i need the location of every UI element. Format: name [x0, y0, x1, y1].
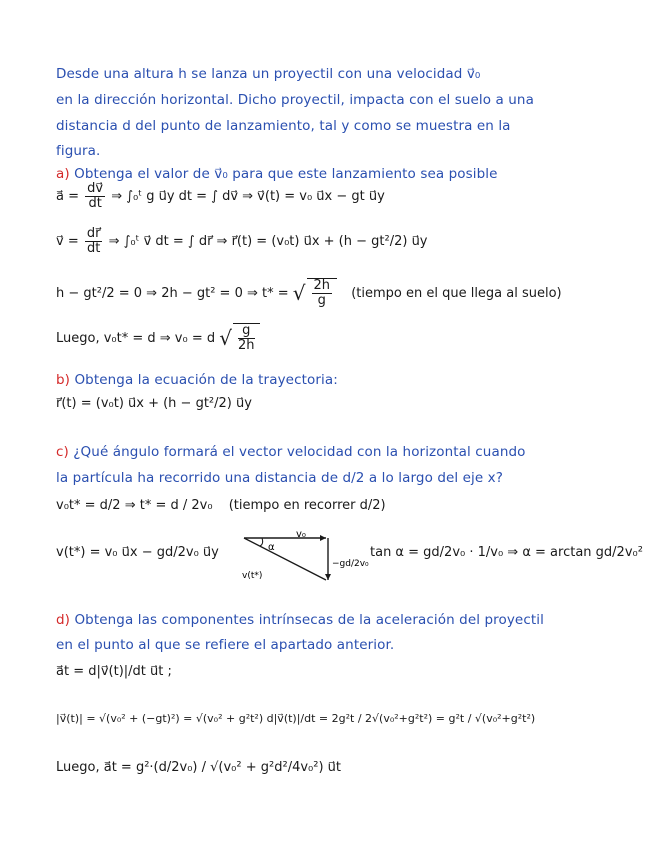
eq4-sqrt-den: 2h	[238, 338, 255, 353]
part-b-text: Obtenga la ecuación de la trayectoria:	[74, 372, 338, 388]
eq3-sqrt-num: 2h	[313, 278, 331, 293]
intro-line-2: en la dirección horizontal. Dicho proyectil, impacta con el suelo a una	[56, 92, 534, 108]
sqrt-symbol: √	[219, 326, 232, 350]
vertical-arrowhead	[325, 574, 331, 580]
eq1-fraction	[85, 182, 105, 211]
part-c-text-1: ¿Qué ángulo formará el vector velocidad con la horizontal cuando	[73, 444, 526, 460]
diagram-side-label: −gd/2v₀	[332, 559, 369, 569]
angle-arc	[260, 538, 263, 546]
part-c-eq2: v(t*) = v₀ u⃗x − gd/2v₀ u⃗y	[56, 545, 219, 560]
part-c-heading-1	[56, 444, 526, 460]
diagram-bottom-label: v(t*)	[242, 571, 263, 581]
eq3-sqrt	[307, 278, 338, 308]
eq1-frac-num: dv⃗	[87, 181, 104, 196]
part-a-text: Obtenga el valor de v⃗₀ para que este lanzamiento sea posible	[74, 166, 498, 182]
part-d-text-1: Obtenga las componentes intrínsecas de la aceleración del proyectil	[74, 612, 544, 628]
part-a-eq2	[56, 227, 428, 256]
eq3-text: h − gt²/2 = 0 ⇒ 2h − gt² = 0 ⇒ t* =	[56, 286, 289, 301]
eq2-frac-num: dr⃗	[86, 226, 101, 241]
eq2-fraction	[85, 227, 103, 256]
eq3-sqrt-frac	[312, 279, 333, 308]
part-c-eq1	[56, 498, 386, 513]
part-d-eq3: Luego, a⃗t = g²·(d/2v₀) / √(v₀² + g²d²/4v₀²) u⃗t	[56, 760, 341, 775]
part-c-text-2: la partícula ha recorrido una distancia de d/2 a lo largo del eje x?	[56, 470, 504, 486]
intro-line-3: distancia d del punto de lanzamiento, tal y como se muestra en la	[56, 118, 511, 134]
part-c-eq1-note: (tiempo en recorrer d/2)	[228, 498, 386, 513]
part-a-eq1	[56, 182, 385, 211]
eq4-sqrt-num: g	[238, 324, 255, 339]
eq2-lhs: v⃗ =	[56, 234, 79, 249]
eq2-frac-den: dt	[86, 241, 101, 256]
part-b-eq: r⃗(t) = (v₀t) u⃗x + (h − gt²/2) u⃗y	[56, 396, 252, 411]
diagram-top-label: v₀	[296, 530, 306, 540]
part-a-eq4	[56, 323, 260, 353]
part-a-heading	[56, 166, 498, 182]
eq1-lhs: a⃗ =	[56, 189, 79, 204]
part-b-label: b)	[56, 372, 71, 388]
eq4-sqrt	[233, 323, 260, 353]
horizontal-arrowhead	[320, 535, 326, 541]
sqrt-symbol: √	[292, 281, 306, 305]
part-a-eq3	[56, 278, 562, 308]
part-d-text-2: en el punto al que se refiere el apartado anterior.	[56, 637, 395, 653]
eq1-frac-den: dt	[88, 196, 102, 211]
part-d-eq2: |v⃗(t)| = √(v₀² + (−gt)²) = √(v₀² + g²t²) d|v⃗(t)|/dt = 2g²t / 2√(v₀²+g²t²) = g²t / √(v₀²+g²t²)	[56, 712, 536, 725]
intro-line-1: Desde una altura h se lanza un proyectil con una velocidad v⃗₀	[56, 66, 481, 82]
part-d-eq1: a⃗t = d|v⃗(t)|/dt u⃗t ;	[56, 664, 172, 679]
part-d-label: d)	[56, 612, 71, 628]
part-d-heading-1	[56, 612, 544, 628]
eq4-sqrt-frac	[238, 324, 255, 353]
part-c-eq3: tan α = gd/2v₀ · 1/v₀ ⇒ α = arctan gd/2v₀²	[370, 545, 643, 560]
part-a-label: a)	[56, 166, 70, 182]
eq3-note: (tiempo en el que llega al suelo)	[351, 286, 562, 301]
intro-line-4: figura.	[56, 143, 101, 159]
eq4-text: Luego, v₀t* = d ⇒ v₀ = d	[56, 331, 216, 346]
part-c-label: c)	[56, 444, 69, 460]
eq1-rest: ⇒ ∫₀ᵗ g u⃗y dt = ∫ dv⃗ ⇒ v⃗(t) = v₀ u⃗x − gt u⃗y	[111, 189, 385, 204]
part-b-heading	[56, 372, 338, 388]
part-c-eq1-text: v₀t* = d/2 ⇒ t* = d / 2v₀	[56, 498, 213, 513]
eq3-sqrt-den: g	[317, 293, 326, 308]
velocity-triangle-diagram	[240, 530, 370, 592]
diagram-angle-label: α	[268, 542, 275, 553]
eq2-rest: ⇒ ∫₀ᵗ v⃗ dt = ∫ dr⃗ ⇒ r⃗(t) = (v₀t) u⃗x + (h − gt²/2) u⃗y	[108, 234, 428, 249]
